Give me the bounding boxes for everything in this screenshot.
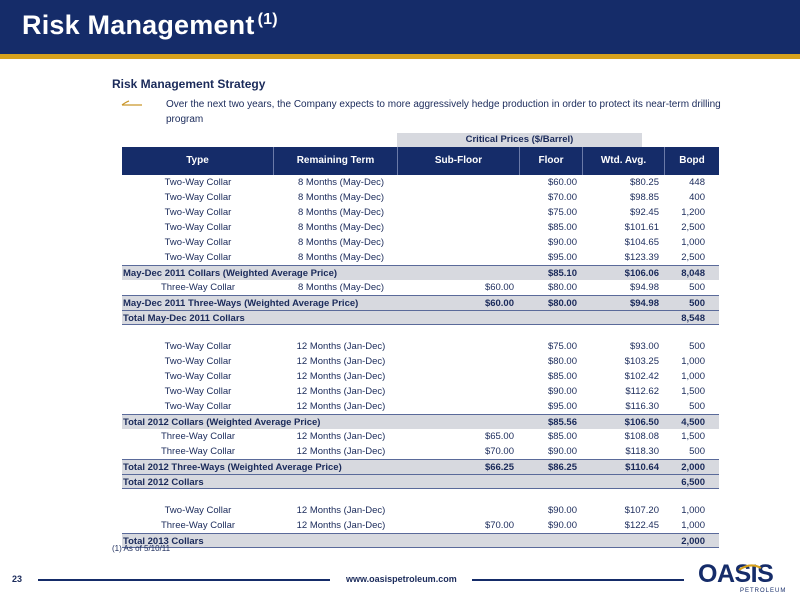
cell-type: Three-Way Collar <box>160 282 236 293</box>
table-row <box>122 220 719 235</box>
cell-bopd: 2,500 <box>681 222 705 233</box>
cell-sub-floor <box>398 235 520 250</box>
title-footnote-ref: (1) <box>257 11 278 28</box>
cell-sub-floor <box>398 475 520 488</box>
oasis-logo <box>698 560 790 596</box>
cell-type: Two-Way Collar <box>164 222 232 233</box>
cell-type: Two-Way Collar <box>164 386 232 397</box>
cell-floor <box>520 534 583 547</box>
cell-sub-floor <box>398 369 520 384</box>
gold-divider <box>0 54 800 59</box>
cell-sub-floor <box>398 190 520 205</box>
cell-floor: $80.00 <box>547 298 577 309</box>
cell-bopd: 8,048 <box>681 268 705 279</box>
cell-floor: $86.25 <box>547 462 577 473</box>
table-row <box>122 503 719 518</box>
cell-bopd: 1,500 <box>681 386 705 397</box>
cell-floor: $90.00 <box>547 386 577 397</box>
cell-sub-floor: $66.25 <box>484 462 514 473</box>
cell-floor: $75.00 <box>547 207 577 218</box>
footer-rule-left <box>38 579 330 581</box>
cell-label: Total 2013 Collars <box>123 536 204 547</box>
table-row <box>122 250 719 265</box>
cell-sub-floor <box>398 399 520 414</box>
row-spacer <box>122 325 719 339</box>
cell-label: May-Dec 2011 Three-Ways (Weighted Average Price) <box>123 298 359 309</box>
cell-ceiling: $110.64 <box>625 462 659 473</box>
hedge-table <box>122 147 719 548</box>
cell-term: 8 Months (May-Dec) <box>297 252 385 263</box>
cell-floor: $80.00 <box>547 282 577 293</box>
cell-bopd: 1,500 <box>681 431 705 442</box>
cell-ceiling <box>583 475 665 488</box>
cell-type: Two-Way Collar <box>164 207 232 218</box>
cell-term: 8 Months (May-Dec) <box>297 222 385 233</box>
cell-term: 12 Months (Jan-Dec) <box>296 446 386 457</box>
cell-type: Two-Way Collar <box>164 505 232 516</box>
cell-ceiling: $103.25 <box>624 356 659 367</box>
cell-bopd: 500 <box>689 401 705 412</box>
cell-bopd: 2,000 <box>681 462 705 473</box>
cell-ceiling: $108.08 <box>624 431 659 442</box>
cell-ceiling: $94.98 <box>629 298 659 309</box>
table-row <box>122 190 719 205</box>
cell-sub-floor <box>398 311 520 324</box>
cell-sub-floor <box>398 339 520 354</box>
cell-bopd: 1,000 <box>681 505 705 516</box>
cell-ceiling: $116.30 <box>625 401 659 412</box>
cell-sub-floor <box>398 354 520 369</box>
cell-ceiling <box>583 534 665 547</box>
cell-bopd: 400 <box>689 192 705 203</box>
cell-ceiling: $122.45 <box>624 520 659 531</box>
cell-floor: $85.00 <box>547 431 577 442</box>
cell-type: Three-Way Collar <box>160 446 236 457</box>
cell-sub-floor: $60.00 <box>484 298 514 309</box>
total-row <box>122 310 719 325</box>
col-remaining-term: Remaining Term <box>274 147 398 175</box>
cell-sub-floor <box>398 415 520 429</box>
cell-bopd: 1,000 <box>681 356 705 367</box>
cell-sub-floor <box>398 266 520 280</box>
cell-floor <box>520 311 583 324</box>
cell-term: 12 Months (Jan-Dec) <box>296 505 386 516</box>
cell-term: 8 Months (May-Dec) <box>297 192 385 203</box>
cell-term: 12 Months (Jan-Dec) <box>296 356 386 367</box>
table-row <box>122 518 719 533</box>
cell-sub-floor: $65.00 <box>484 431 514 442</box>
cell-floor: $90.00 <box>547 520 577 531</box>
cell-label: Total 2012 Collars (Weighted Average Price) <box>123 417 321 428</box>
cell-type: Two-Way Collar <box>164 192 232 203</box>
table-body <box>122 175 719 548</box>
cell-ceiling: $101.61 <box>624 222 659 233</box>
table-row <box>122 444 719 459</box>
table-row <box>122 369 719 384</box>
cell-floor <box>520 475 583 488</box>
cell-type: Three-Way Collar <box>160 431 236 442</box>
cell-label: Total May-Dec 2011 Collars <box>123 313 245 324</box>
table-row <box>122 235 719 250</box>
total-row <box>122 474 719 489</box>
subtotal-row <box>122 295 719 310</box>
cell-ceiling: $118.30 <box>625 446 659 457</box>
cell-sub-floor <box>398 534 520 547</box>
header-bar <box>0 0 800 57</box>
cell-ceiling: $104.65 <box>624 237 659 248</box>
cell-sub-floor: $70.00 <box>484 520 514 531</box>
cell-term: 12 Months (Jan-Dec) <box>296 371 386 382</box>
cell-ceiling: $92.45 <box>629 207 659 218</box>
cell-ceiling <box>583 311 665 324</box>
cell-term: 8 Months (May-Dec) <box>297 177 385 188</box>
cell-ceiling: $94.98 <box>629 282 659 293</box>
cell-floor: $95.00 <box>547 252 577 263</box>
cell-bopd: 500 <box>689 298 705 309</box>
cell-bopd: 8,548 <box>681 313 705 324</box>
cell-term: 12 Months (Jan-Dec) <box>296 401 386 412</box>
table-row <box>122 339 719 354</box>
footer-rule-right <box>472 579 684 581</box>
footer-url: www.oasispetroleum.com <box>346 574 457 584</box>
cell-type: Two-Way Collar <box>164 237 232 248</box>
critical-prices-header: Critical Prices ($/Barrel) <box>397 133 642 147</box>
cell-floor: $75.00 <box>547 341 577 352</box>
cell-sub-floor <box>398 384 520 399</box>
cell-floor: $80.00 <box>547 356 577 367</box>
cell-floor: $95.00 <box>547 401 577 412</box>
cell-floor: $90.00 <box>547 505 577 516</box>
cell-term: 12 Months (Jan-Dec) <box>296 341 386 352</box>
cell-floor: $85.00 <box>547 371 577 382</box>
cell-ceiling: $107.20 <box>624 505 659 516</box>
row-spacer <box>122 489 719 503</box>
logo-subtext: PETROLEUM <box>740 588 787 594</box>
cell-ceiling: $102.42 <box>624 371 659 382</box>
cell-ceiling: $80.25 <box>629 177 659 188</box>
subtotal-row <box>122 265 719 280</box>
cell-floor: $90.00 <box>547 237 577 248</box>
section-title: Risk Management Strategy <box>112 77 266 91</box>
footnote: (1) As of 5/10/11 <box>112 544 171 553</box>
cell-type: Two-Way Collar <box>164 371 232 382</box>
table-row <box>122 399 719 414</box>
cell-sub-floor <box>398 205 520 220</box>
cell-type: Two-Way Collar <box>164 341 232 352</box>
total-row <box>122 533 719 548</box>
cell-floor: $60.00 <box>547 177 577 188</box>
cell-term: 8 Months (May-Dec) <box>297 282 385 293</box>
cell-bopd: 1,200 <box>681 207 705 218</box>
col-type: Type <box>122 147 274 175</box>
cell-sub-floor <box>398 250 520 265</box>
cell-ceiling: $123.39 <box>624 252 659 263</box>
cell-ceiling: $98.85 <box>629 192 659 203</box>
cell-bopd: 2,500 <box>681 252 705 263</box>
cell-term: 8 Months (May-Dec) <box>297 237 385 248</box>
cell-term: 12 Months (Jan-Dec) <box>296 431 386 442</box>
logo-swoosh-icon <box>738 564 762 572</box>
logo-text: OASIS <box>698 560 774 588</box>
cell-type: Two-Way Collar <box>164 252 232 263</box>
table-row <box>122 384 719 399</box>
cell-label: May-Dec 2011 Collars (Weighted Average Price) <box>123 268 338 279</box>
cell-bopd: 500 <box>689 446 705 457</box>
cell-floor: $85.10 <box>547 268 577 279</box>
col-sub-floor: Sub-Floor <box>398 147 520 175</box>
page-number: 23 <box>12 574 23 584</box>
subtotal-row <box>122 459 719 474</box>
cell-bopd: 500 <box>689 282 705 293</box>
cell-ceiling: $106.06 <box>624 268 659 279</box>
cell-sub-floor: $70.00 <box>484 446 514 457</box>
col-floor: Floor <box>520 147 583 175</box>
page-title: Risk Management $^{(1)}$ <box>22 10 278 40</box>
cell-bopd: 1,000 <box>681 520 705 531</box>
cell-ceiling: $112.62 <box>625 386 659 397</box>
cell-type: Two-Way Collar <box>164 401 232 412</box>
cell-floor: $70.00 <box>547 192 577 203</box>
table-row <box>122 429 719 444</box>
cell-ceiling: $93.00 <box>629 341 659 352</box>
bullet-text: Over the next two years, the Company expects to more aggressively hedge production in order to protect its near-term drilling program <box>166 99 721 125</box>
cell-bopd: 4,500 <box>681 417 705 428</box>
cell-floor: $85.56 <box>547 417 577 428</box>
cell-sub-floor <box>398 503 520 518</box>
cell-sub-floor <box>398 175 520 190</box>
cell-floor: $90.00 <box>547 446 577 457</box>
cell-bopd: 500 <box>689 341 705 352</box>
cell-sub-floor <box>398 220 520 235</box>
table-row <box>122 205 719 220</box>
cell-floor: $85.00 <box>547 222 577 233</box>
cell-type: Three-Way Collar <box>160 520 236 531</box>
cell-bopd: 2,000 <box>681 536 705 547</box>
cell-type: Two-Way Collar <box>164 356 232 367</box>
col-ceiling: Wtd. Avg. Ceiling <box>583 147 665 175</box>
cell-bopd: 1,000 <box>681 371 705 382</box>
cell-bopd: 1,000 <box>681 237 705 248</box>
cell-bopd: 6,500 <box>681 477 705 488</box>
cell-sub-floor: $60.00 <box>484 282 514 293</box>
table-row <box>122 354 719 369</box>
arrow-bullet-icon <box>121 100 143 110</box>
cell-term: 12 Months (Jan-Dec) <box>296 386 386 397</box>
cell-bopd: 448 <box>689 177 705 188</box>
table-row <box>122 175 719 190</box>
cell-term: 8 Months (May-Dec) <box>297 207 385 218</box>
col-bopd: Bopd <box>679 155 705 166</box>
cell-ceiling: $106.50 <box>624 417 659 428</box>
cell-type: Two-Way Collar <box>164 177 232 188</box>
table-row <box>122 280 719 295</box>
cell-term: 12 Months (Jan-Dec) <box>296 520 386 531</box>
subtotal-row <box>122 414 719 429</box>
cell-label: Total 2012 Three-Ways (Weighted Average Price) <box>123 462 342 473</box>
cell-label: Total 2012 Collars <box>123 477 204 488</box>
